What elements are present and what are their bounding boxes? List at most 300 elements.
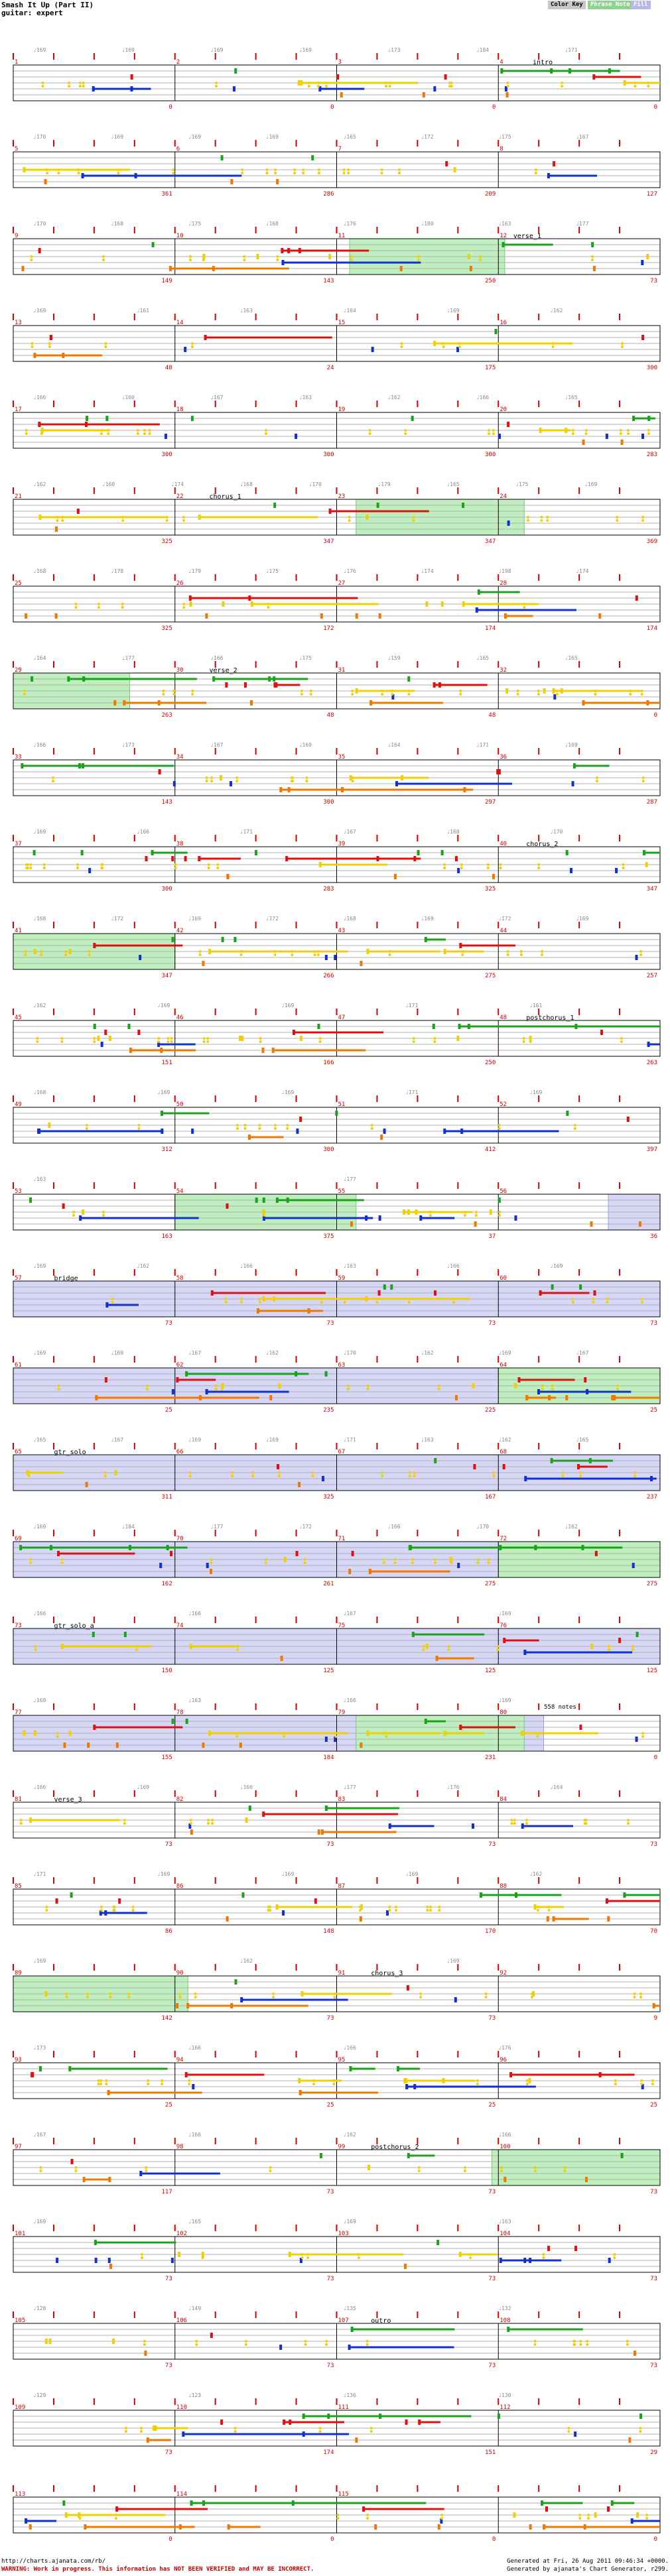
chord-dot	[221, 1384, 224, 1387]
tempo-marker: ♩165	[343, 134, 356, 140]
tempo-marker: ♩166	[33, 742, 46, 748]
footer-url[interactable]: http://charts.ajanata.com/rb/	[1, 2558, 106, 2565]
sustain-note	[40, 517, 168, 519]
chord-dot	[479, 255, 482, 258]
note-gem	[19, 1545, 22, 1550]
tempo-marker: ♩162	[33, 1003, 46, 1009]
tempo-marker: ♩167	[33, 2132, 46, 2138]
chord-dot	[561, 1475, 564, 1477]
note-gem	[411, 416, 414, 421]
tempo-marker: ♩179	[377, 481, 391, 487]
note-gem	[171, 1719, 174, 1724]
sustain-note	[26, 2520, 56, 2522]
note-gem	[300, 80, 302, 86]
tempo-marker: ♩167	[576, 134, 589, 140]
sustain-note	[320, 88, 364, 90]
note-gem	[210, 2333, 213, 2338]
chord-dot	[614, 2079, 617, 2082]
chord-dot	[272, 1993, 275, 1995]
note-gem	[191, 1129, 194, 1134]
measure-score: 325	[161, 625, 172, 632]
chord-dot	[207, 1822, 210, 1825]
sustain-note	[519, 1379, 575, 1381]
note-gem	[593, 266, 596, 271]
sustain-note	[162, 1113, 209, 1115]
measure-number: 25	[15, 580, 22, 587]
tempo-marker: ♩123	[188, 2392, 202, 2398]
note-gem	[360, 1743, 362, 1748]
measure-score: 325	[161, 538, 172, 545]
note-gem	[279, 2345, 282, 2350]
sustain-note	[552, 1460, 613, 1462]
note-gem	[473, 1464, 476, 1469]
note-gem	[636, 2512, 639, 2518]
note-gem	[413, 856, 416, 861]
measure-number: 67	[338, 1449, 346, 1455]
note-gem	[282, 1910, 285, 1916]
tempo-marker: ♩174	[576, 568, 589, 574]
chord-dot	[121, 519, 124, 522]
chord-dot	[225, 1298, 228, 1300]
chord-dot	[231, 1475, 234, 1477]
chord-dot	[450, 1562, 453, 1564]
chord-dot	[172, 693, 175, 696]
note-gem	[222, 601, 224, 607]
sustain-note	[207, 1391, 289, 1393]
tempo-marker: ♩168	[101, 481, 115, 487]
measure-score: 0	[653, 712, 657, 719]
tempo-marker: ♩167	[210, 395, 224, 400]
note-gem	[210, 1569, 212, 1574]
measure-score: 73	[650, 278, 657, 284]
tempo-marker: ♩169	[188, 1437, 202, 1443]
note-gem	[632, 416, 635, 421]
tempo-marker: ♩165	[565, 395, 578, 400]
sustain-note	[159, 1044, 196, 1046]
chord-dot	[127, 1993, 130, 1995]
measure-score: 172	[323, 625, 334, 632]
chord-dot	[500, 863, 502, 866]
note-gem	[225, 682, 228, 688]
tempo-marker: ♩169	[265, 134, 279, 140]
measure-number: 24	[500, 493, 507, 500]
note-gem	[289, 2420, 291, 2425]
note-gem	[152, 242, 155, 247]
measure-number: 86	[176, 1883, 184, 1890]
note-gem	[550, 68, 553, 74]
note-gem	[585, 2177, 588, 2182]
measure-score: 300	[323, 799, 334, 806]
chord-dot	[383, 1562, 385, 1564]
note-gem	[534, 1545, 537, 1550]
note-gem	[366, 949, 369, 954]
tempo-marker: ♩162	[387, 395, 401, 400]
tempo-marker: ♩169	[33, 1697, 46, 1703]
tempo-marker: ♩175	[188, 221, 202, 227]
chord-dot	[61, 519, 64, 522]
chord-dot	[195, 2340, 198, 2343]
sustain-note	[632, 2520, 660, 2522]
measure-number: 100	[500, 2144, 511, 2150]
chord-dot	[537, 867, 540, 869]
note-gem	[212, 266, 215, 271]
note-gem	[454, 167, 456, 172]
note-gem	[281, 1656, 283, 1661]
chord-dot	[243, 255, 245, 258]
measure-score: 235	[323, 1407, 334, 1414]
note-gem	[636, 1737, 638, 1742]
chord-dot	[265, 1562, 267, 1564]
chord-dot	[492, 429, 495, 432]
note-gem	[249, 1806, 251, 1811]
note-gem	[507, 521, 510, 526]
chord-dot	[366, 2517, 369, 2520]
chord-dot	[34, 1645, 37, 1648]
note-gem	[283, 2420, 285, 2425]
tempo-marker: ♩169	[136, 1784, 150, 1790]
measure-score: 263	[646, 1060, 657, 1066]
measure-score: 174	[484, 625, 496, 632]
tempo-marker: ♩169	[33, 308, 46, 314]
sustain-note	[229, 2526, 261, 2528]
chord-dot	[429, 1906, 432, 1908]
measure-number: 69	[15, 1536, 22, 1542]
note-gem	[618, 1638, 621, 1643]
note-gem	[139, 955, 141, 960]
note-gem	[518, 1377, 521, 1382]
chord-dot	[585, 1822, 588, 1825]
note-gem	[379, 1215, 381, 1221]
chord-dot	[389, 85, 391, 88]
note-gem	[244, 682, 247, 688]
measure-score: 73	[165, 2276, 172, 2282]
chord-dot	[132, 1906, 135, 1908]
chord-dot	[540, 519, 543, 522]
measure-score: 37	[488, 1233, 496, 1240]
chord-dot	[66, 1993, 68, 1995]
note-gem	[226, 1916, 229, 1922]
note-gem	[503, 2177, 506, 2182]
tempo-marker: ♩169	[299, 742, 312, 748]
tempo-marker: ♩169	[33, 47, 46, 53]
note-gem	[179, 2524, 182, 2530]
note-gem	[480, 1892, 482, 1898]
sustain-note	[523, 1825, 573, 1827]
note-gem	[130, 86, 133, 92]
tempo-marker: ♩171	[33, 1871, 46, 1877]
chord-dot	[513, 1822, 516, 1825]
note-gem	[190, 1644, 192, 1649]
chord-dot	[498, 1124, 501, 1127]
chord-dot	[641, 1298, 643, 1300]
note-gem	[624, 80, 626, 86]
sustain-note	[594, 76, 641, 78]
measure-score: 73	[165, 2449, 172, 2456]
tempo-marker: ♩166	[33, 1784, 46, 1790]
chord-dot	[239, 953, 242, 956]
chord-dot	[613, 2253, 616, 2256]
chord-dot	[537, 863, 540, 866]
chord-dot	[385, 82, 387, 84]
tempo-marker: ♩169	[188, 916, 202, 922]
measure-score: 25	[650, 1407, 657, 1414]
chord-dot	[409, 1475, 411, 1477]
chord-dot	[231, 1471, 234, 1474]
chord-dot	[419, 1993, 422, 1995]
chord-dot	[306, 780, 308, 782]
sustain-note	[409, 2155, 435, 2157]
note-gem	[44, 179, 47, 184]
note-gem	[190, 1829, 193, 1835]
measure-number: 80	[500, 1709, 507, 1716]
chord-dot	[616, 516, 618, 519]
chord-dot	[561, 1471, 564, 1474]
chord-dot	[542, 2253, 545, 2256]
chord-dot	[641, 516, 644, 519]
measure-number: 115	[338, 2491, 349, 2498]
measure-number: 26	[176, 580, 184, 587]
note-gem	[250, 700, 253, 705]
chord-dot	[541, 1384, 543, 1387]
measure-number: 23	[338, 493, 346, 500]
chord-dot	[438, 1909, 440, 1912]
sustain-note	[301, 2092, 378, 2094]
measure-score: 300	[323, 452, 334, 458]
note-gem	[607, 1916, 610, 1922]
measure-score: 73	[650, 2362, 657, 2369]
chord-dot	[319, 1040, 322, 1043]
chord-dot	[40, 953, 42, 956]
note-gem	[335, 1111, 338, 1116]
chord-dot	[487, 867, 490, 869]
note-gem	[198, 515, 201, 520]
chord-dot	[391, 693, 393, 696]
chord-dot	[381, 172, 383, 174]
chord-dot	[510, 1822, 513, 1825]
chord-dot	[68, 85, 70, 88]
chord-dot	[245, 2343, 247, 2346]
chord-dot	[534, 2170, 537, 2172]
note-gem	[586, 1389, 588, 1394]
tempo-marker: ♩172	[421, 134, 434, 140]
chord-dot	[274, 950, 277, 953]
chord-dot	[523, 606, 525, 609]
chord-dot	[79, 82, 82, 84]
note-gem	[627, 1117, 630, 1122]
chord-dot	[40, 429, 43, 432]
chord-dot	[162, 693, 165, 696]
note-gem	[234, 937, 236, 942]
sustain-note	[58, 1553, 135, 1555]
measure-score: 175	[484, 365, 496, 371]
note-gem	[434, 1458, 436, 1463]
chord-dot	[42, 85, 44, 88]
note-gem	[220, 2420, 223, 2425]
chord-dot	[640, 2083, 643, 2085]
measure-number: 58	[176, 1275, 184, 1282]
footer-generator: Generated by ajanata's Chart Generator, r299.	[507, 2566, 669, 2573]
chord-dot	[475, 1214, 478, 1217]
measure-score: 25	[326, 2102, 334, 2109]
note-gem	[288, 787, 291, 792]
sustain-note	[214, 678, 308, 680]
sustain-note	[284, 2422, 344, 2423]
chord-dot	[370, 2430, 373, 2433]
tempo-marker: ♩166	[446, 1263, 460, 1269]
chord-dot	[325, 82, 328, 84]
measure-score: 0	[653, 104, 657, 111]
note-gem	[509, 2072, 512, 2077]
chord-dot	[283, 1732, 285, 1735]
chord-dot	[162, 690, 165, 692]
sustain-note	[326, 1808, 399, 1809]
chord-dot	[172, 168, 174, 171]
measure-score: 151	[484, 2449, 496, 2456]
measure-number: 90	[176, 1970, 184, 1977]
chord-dot	[286, 1124, 289, 1127]
chord-dot	[64, 953, 67, 956]
chord-dot	[166, 516, 168, 519]
note-gem	[573, 763, 576, 768]
tempo-marker: ♩169	[498, 1697, 511, 1703]
chord-dot	[476, 2079, 479, 2082]
note-gem	[369, 700, 372, 705]
chord-dot	[194, 1996, 197, 1998]
section-label: outro	[371, 2317, 391, 2325]
chord-dot	[31, 345, 33, 348]
chord-dot	[469, 2256, 472, 2259]
measure-number: 110	[176, 2404, 188, 2411]
measure-score: 149	[161, 278, 172, 284]
section-label: chorus_2	[526, 841, 559, 848]
tempo-marker: ♩162	[239, 1958, 253, 1964]
chord-dot	[393, 1558, 396, 1561]
measure-number: 15	[338, 320, 346, 326]
chord-dot	[304, 2343, 307, 2346]
tempo-marker: ♩171	[565, 47, 578, 53]
note-gem	[186, 1719, 188, 1724]
note-gem	[161, 1111, 163, 1116]
sustain-note	[587, 1391, 631, 1393]
sustain-note	[186, 1373, 308, 1375]
chord-dot	[312, 2083, 315, 2085]
chord-dot	[477, 1558, 480, 1561]
note-gem	[81, 850, 84, 855]
chord-dot	[170, 1040, 173, 1043]
chord-dot	[500, 867, 502, 869]
tempo-marker: ♩168	[33, 916, 46, 922]
chord-dot	[523, 1040, 525, 1043]
note-gem	[494, 329, 497, 334]
note-gem	[104, 1030, 107, 1035]
chord-dot	[567, 2430, 570, 2433]
chord-dot	[344, 1298, 346, 1300]
measure-score: 125	[646, 1668, 657, 1674]
tempo-marker: ♩135	[343, 2305, 356, 2311]
note-gem	[212, 676, 215, 682]
chord-dot	[352, 776, 354, 779]
chord-dot	[534, 2166, 537, 2169]
chord-dot	[381, 1471, 383, 1474]
tempo-marker: ♩160	[121, 395, 135, 400]
chord-dot	[172, 172, 174, 174]
note-gem	[39, 2066, 42, 2071]
chord-dot	[596, 776, 598, 779]
chord-dot	[347, 168, 350, 171]
chord-dot	[216, 863, 219, 866]
measure-number: 72	[500, 1536, 507, 1542]
note-gem	[255, 1197, 258, 1203]
note-gem	[129, 1545, 131, 1550]
chord-dot	[596, 780, 598, 782]
chord-dot	[497, 1645, 500, 1648]
tempo-marker: ♩169	[157, 1871, 170, 1877]
chord-dot	[143, 2343, 146, 2346]
tempo-marker: ♩169	[576, 916, 589, 922]
chord-dot	[199, 950, 202, 953]
note-gem	[68, 1731, 71, 1736]
tempo-marker: ♩174	[421, 568, 434, 574]
tempo-marker: ♩169	[498, 1350, 511, 1356]
measure-score: 25	[165, 1407, 172, 1414]
tempo-marker: ♩171	[405, 1089, 419, 1095]
note-gem	[239, 1036, 241, 1041]
measure-number: 16	[500, 320, 507, 326]
chord-dot	[351, 693, 354, 696]
chord-dot	[75, 603, 78, 605]
measure-number: 54	[176, 1188, 184, 1195]
chord-dot	[497, 1648, 500, 1651]
note-gem	[318, 1829, 320, 1835]
chord-dot	[348, 519, 351, 522]
note-gem	[208, 1731, 211, 1736]
measure-number: 14	[176, 320, 184, 326]
chord-dot	[535, 168, 537, 171]
note-gem	[147, 2437, 149, 2443]
chord-dot	[147, 2083, 149, 2085]
note-gem	[94, 1024, 96, 1029]
note-gem	[425, 1719, 427, 1724]
note-gem	[476, 607, 478, 613]
chord-dot	[367, 1384, 369, 1387]
sustain-note	[210, 951, 348, 953]
chord-dot	[24, 953, 27, 956]
chord-dot	[507, 953, 509, 956]
note-gem	[165, 434, 167, 439]
note-gem	[299, 2090, 302, 2095]
note-gem	[93, 943, 96, 948]
measure-score: 225	[484, 1407, 496, 1414]
chord-dot	[278, 1475, 281, 1477]
chord-dot	[100, 1909, 103, 1912]
note-gem	[369, 1569, 371, 1574]
note-gem	[241, 1892, 244, 1898]
note-gem	[301, 1991, 304, 1996]
note-gem	[108, 2258, 111, 2263]
chord-dot	[526, 2079, 529, 2082]
chord-dot	[541, 950, 543, 953]
chord-dot	[76, 863, 79, 866]
sustain-note	[86, 424, 134, 426]
note-gem	[279, 787, 282, 792]
tempo-marker: ♩162	[136, 1263, 150, 1269]
note-gem	[553, 1916, 555, 1922]
note-gem	[228, 2524, 230, 2530]
chord-dot	[25, 432, 28, 435]
chord-dot	[276, 259, 279, 261]
measure-number: 10	[176, 233, 184, 239]
chord-dot	[438, 1384, 440, 1387]
